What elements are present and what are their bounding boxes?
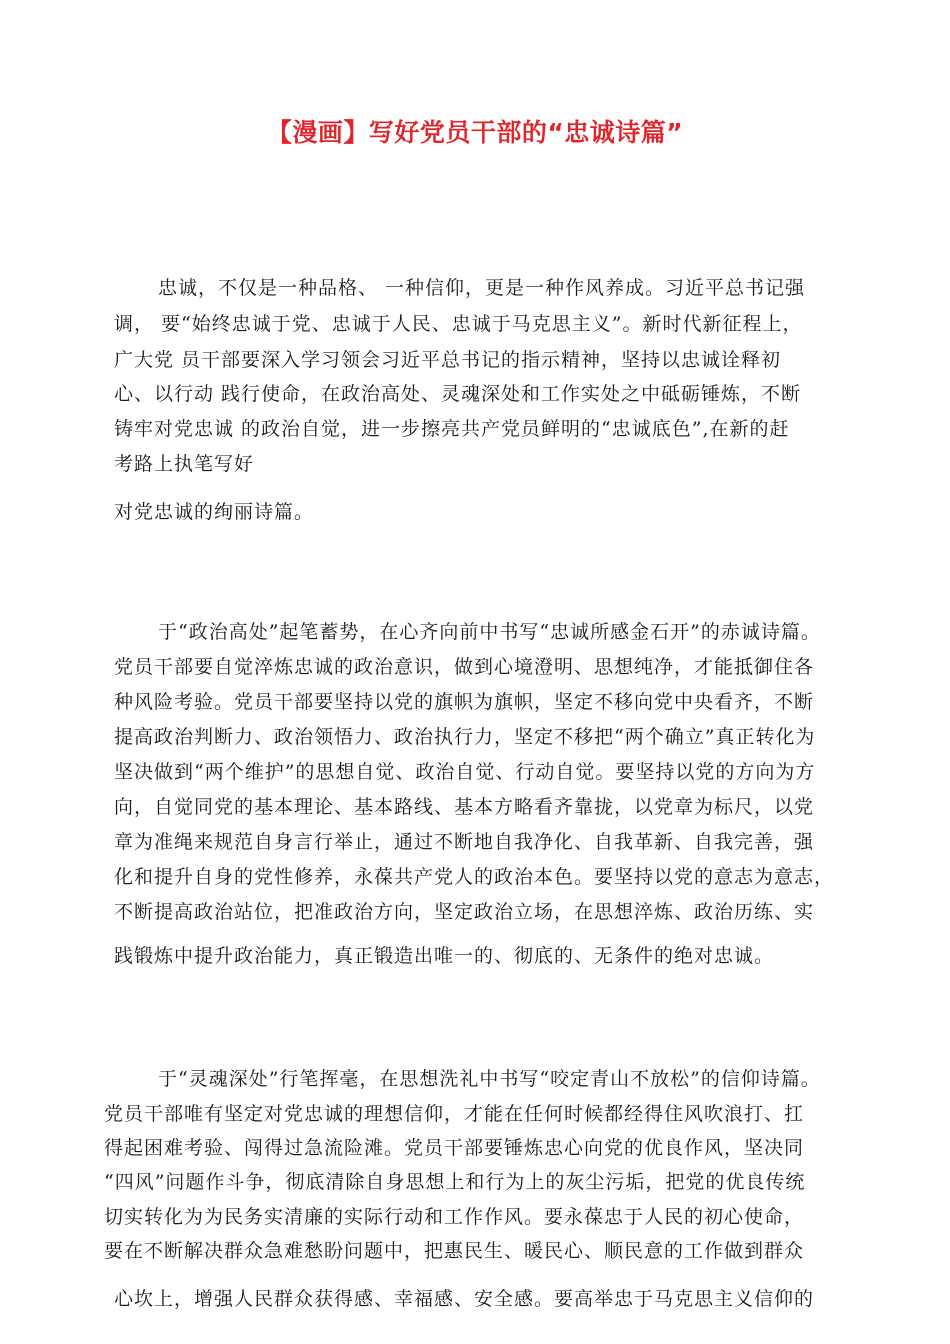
paragraph-2-line-1: 于“政治高处”起笔蓄势，在心齐向前中书写“忠诚所感金石开”的赤诚诗篇。 <box>158 621 821 643</box>
paragraph-2-line-7: 章为准绳来规范自身言行举止，通过不断地自我净化、自我革新、自我完善，强 <box>114 831 815 853</box>
paragraph-1-line-3: 广大党 员干部要深入学习领会习近平总书记的指示精神，坚持以忠诚诠释初 <box>114 349 782 371</box>
paragraph-3-line-3: 得起困难考验、闯得过急流险滩。党员干部要锤炼忠心向党的优良作风，坚决同 <box>104 1137 805 1159</box>
paragraph-2-line-10: 践锻炼中提升政治能力，真正锻造出唯一的、彻底的、无条件的绝对忠诚。 <box>114 945 775 967</box>
document-title: 【漫画】写好党员干部的“忠诚诗篇” <box>266 118 684 147</box>
paragraph-3-line-7: 心坎上，增强人民群众获得感、幸福感、安全感。要高举忠于马克思主义信仰的 <box>114 1288 815 1310</box>
paragraph-3-line-1: 于“灵魂深处”行笔挥毫，在思想洗礼中书写“咬定青山不放松”的信仰诗篇。 <box>158 1068 821 1090</box>
paragraph-2-line-4: 提高政治判断力、政治领悟力、政治执行力，坚定不移把“两个确立”真正转化为 <box>114 726 816 748</box>
paragraph-3-line-4: “四风”问题作斗争，彻底清除自身思想上和行为上的灰尘污垢，把党的优良传统 <box>104 1171 806 1193</box>
paragraph-1-line-7: 对党忠诚的绚丽诗篇。 <box>114 501 315 523</box>
paragraph-1-line-4: 心、以行动 践行使命，在政治高处、灵魂深处和工作实处之中砥砺锤炼，不断 <box>114 383 802 405</box>
paragraph-1-line-5: 铸牢对党忠诚 的政治自觉，进一步擦亮共产党员鲜明的“忠诚底色”,在新的赶 <box>114 418 790 440</box>
paragraph-3-line-5: 切实转化为为民务实清廉的实际行动和工作作风。要永葆忠于人民的初心使命， <box>104 1206 805 1228</box>
paragraph-2-line-2: 党员干部要自觉淬炼忠诚的政治意识，做到心境澄明、思想纯净，才能抵御住各 <box>114 656 815 678</box>
paragraph-1-line-2: 调， 要“始终忠诚于党、忠诚于人民、忠诚于马克思主义”。新时代新征程上， <box>114 313 803 335</box>
paragraph-2-line-6: 向，自觉同党的基本理论、基本路线、基本方略看齐靠拢，以党章为标尺，以党 <box>114 796 815 818</box>
paragraph-2-line-8: 化和提升自身的党性修养，永葆共产党人的政治本色。要坚持以党的意志为意志， <box>114 866 835 888</box>
paragraph-2-line-9: 不断提高政治站位，把准政治方向，坚定政治立场，在思想淬炼、政治历练、实 <box>114 901 815 923</box>
paragraph-1-line-6: 考路上执笔写好 <box>114 453 255 475</box>
paragraph-2-line-3: 种风险考验。党员干部要坚持以党的旗帜为旗帜，坚定不移向党中央看齐，不断 <box>114 691 815 713</box>
paragraph-3-line-2: 党员干部唯有坚定对党忠诚的理想信仰，才能在任何时候都经得住风吹浪打、扛 <box>104 1103 805 1125</box>
paragraph-2-line-5: 坚决做到“两个维护”的思想自觉、政治自觉、行动自觉。要坚持以党的方向为方 <box>114 761 816 783</box>
paragraph-1-line-1: 忠诚，不仅是一种品格、 一种信仰，更是一种作风养成。习近平总书记强 <box>158 277 806 299</box>
paragraph-3-line-6: 要在不断解决群众急难愁盼问题中，把惠民生、暖民心、顺民意的工作做到群众 <box>104 1240 805 1262</box>
